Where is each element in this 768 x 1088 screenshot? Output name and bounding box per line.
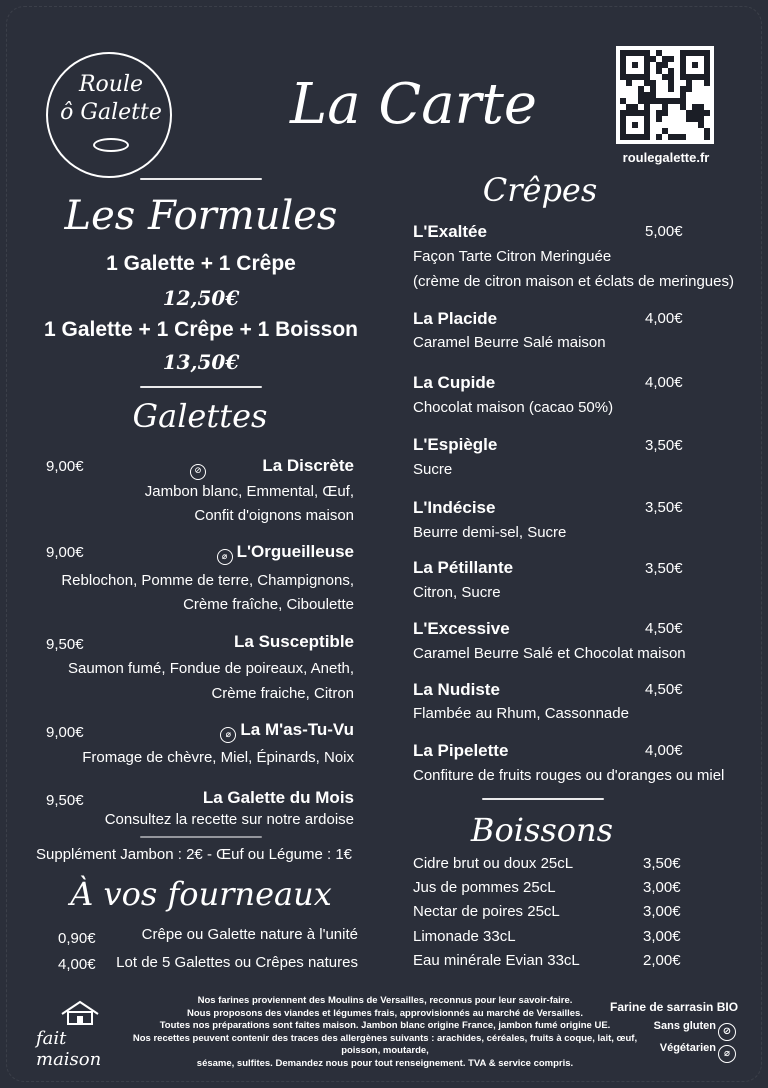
galette-description: Crème fraîche, Ciboulette	[183, 596, 354, 613]
crepe-price: 3,50€	[645, 560, 683, 577]
galette-name: La M'as-Tu-Vu	[240, 720, 354, 739]
formule-label: 1 Galette + 1 Crêpe	[106, 252, 296, 275]
drink-label: Nectar de poires 25cL	[413, 903, 560, 920]
drink-price: 2,00€	[643, 952, 681, 969]
galette-description: Consultez la recette sur notre ardoise	[104, 811, 354, 828]
vegetarian-icon: ⌀	[217, 549, 233, 565]
crepe-description: Caramel Beurre Salé maison	[413, 334, 606, 351]
drink-label: Jus de pommes 25cL	[413, 879, 556, 896]
crepe-description: Façon Tarte Citron Meringuée	[413, 248, 612, 265]
drink-price: 3,00€	[643, 879, 681, 896]
galette-name: La Discrète	[262, 456, 354, 475]
legend-gluten-free	[654, 1020, 736, 1041]
crepe-description: Confiture de fruits rouges ou d'oranges ou miel	[413, 767, 725, 784]
legend-title: Farine de sarrasin BIO	[610, 1000, 739, 1014]
qr-code[interactable]	[616, 46, 714, 144]
galette-name: La Galette du Mois	[202, 788, 354, 807]
crepe-price: 4,00€	[645, 374, 683, 391]
galette-price: 9,50€	[46, 636, 84, 653]
formule-price: 13,50€	[162, 350, 240, 374]
crepe-description: Chocolat maison (cacao 50%)	[413, 399, 614, 416]
crepe-description: Sucre	[413, 461, 453, 478]
legend-label: Végétarien	[659, 1042, 716, 1054]
plate-icon	[93, 138, 129, 152]
legal-line: Nos farines proviennent des Moulins de Versailles, reconnus pour leur savoir-faire.	[197, 995, 573, 1006]
legend-vegetarian	[660, 1042, 736, 1063]
galette-description: Reblochon, Pomme de terre, Champignons,	[61, 572, 354, 589]
crepe-description: (crème de citron maison et éclats de meringues)	[413, 273, 734, 290]
legend-label: Sans gluten	[653, 1020, 716, 1032]
crepe-price: 4,50€	[645, 620, 683, 637]
crepe-description: Flambée au Rhum, Cassonnade	[413, 705, 629, 722]
fait-maison-label: fait maison	[36, 1028, 102, 1070]
divider	[140, 178, 262, 180]
legal-line: Toutes nos préparations sont faites maison. Jambon blanc origine France, jambon fumé origine UE.	[159, 1020, 611, 1031]
galettes-title	[120, 394, 280, 482]
crepe-price: 4,00€	[645, 310, 683, 327]
drink-label: Cidre brut ou doux 25cL	[413, 855, 574, 872]
drink-price: 3,00€	[643, 903, 681, 920]
crepe-name: La Placide	[413, 309, 498, 328]
crepe-price: 4,00€	[645, 742, 683, 759]
crepe-price: 3,50€	[645, 499, 683, 516]
galette-description: Confit d'oignons maison	[194, 507, 354, 524]
crepe-name: La Nudiste	[413, 680, 500, 699]
galette-price: 9,50€	[46, 792, 84, 809]
drink-label: Limonade 33cL	[413, 928, 516, 945]
formule-price: 12,50€	[162, 286, 240, 310]
qr-code-pattern	[620, 50, 710, 140]
crepe-name: La Cupide	[413, 373, 496, 392]
crepe-name: L'Excessive	[413, 619, 510, 638]
divider	[482, 798, 604, 800]
vegetarian-icon: ⌀	[718, 1045, 736, 1063]
fourneaux-title: À vos fourneaux	[70, 875, 332, 913]
galette-price: 9,00€	[46, 724, 84, 741]
crepes-title: Crêpes	[482, 171, 598, 209]
fourneaux-label: Crêpe ou Galette nature à l'unité	[141, 926, 358, 943]
crepe-name: La Pipelette	[413, 741, 509, 760]
galette-name: L'Orgueilleuse	[236, 542, 354, 561]
galette-description: Fromage de chèvre, Miel, Épinards, Noix	[82, 749, 354, 766]
legal-line: Nos recettes peuvent contenir des traces des allergènes suivants : arachides, céréales, fruits à coque, lait, œuf, poisson, moutarde,	[132, 1032, 638, 1056]
logo-line-2: ô Galette	[60, 100, 162, 125]
crepe-price: 5,00€	[645, 223, 683, 240]
crepe-description: Beurre demi-sel, Sucre	[413, 524, 567, 541]
galettes-title-text: Galettes	[132, 397, 268, 435]
fourneaux-price: 0,90€	[58, 930, 96, 947]
galette-price: 9,00€	[46, 544, 84, 561]
house-icon	[60, 1000, 100, 1026]
page-title: La Carte	[290, 72, 538, 137]
legal-notice	[120, 995, 650, 1070]
galette-description: Saumon fumé, Fondue de poireaux, Aneth,	[67, 660, 354, 677]
divider	[140, 386, 262, 388]
fourneaux-label: Lot de 5 Galettes ou Crêpes natures	[116, 954, 358, 971]
crepe-description: Citron, Sucre	[413, 584, 501, 601]
crepe-name: L'Indécise	[413, 498, 496, 517]
fait-maison-logo	[36, 996, 124, 1070]
galette-name: La Susceptible	[234, 632, 354, 651]
crepe-name: L'Espiègle	[413, 435, 498, 454]
crepe-price: 3,50€	[645, 437, 683, 454]
galette-price: 9,00€	[46, 458, 84, 475]
drink-price: 3,50€	[643, 855, 681, 872]
crepe-name: La Pétillante	[413, 558, 514, 577]
galette-description: Crème fraiche, Citron	[211, 685, 354, 702]
fourneaux-price: 4,00€	[58, 956, 96, 973]
crepe-price: 4,50€	[645, 681, 683, 698]
drink-price: 3,00€	[643, 928, 681, 945]
supplement-note: Supplément Jambon : 2€ - Œuf ou Légume : 1€	[36, 846, 353, 863]
crepe-name: L'Exaltée	[413, 222, 487, 241]
website-url[interactable]: roulegalette.fr	[622, 150, 710, 165]
crepe-description: Caramel Beurre Salé et Chocolat maison	[413, 645, 686, 662]
logo-line-1: Roule	[78, 72, 144, 97]
galette-description: Jambon blanc, Emmental, Œuf,	[144, 483, 354, 500]
galette-name-row	[217, 542, 354, 565]
formule-label: 1 Galette + 1 Crêpe + 1 Boisson	[44, 318, 358, 341]
divider	[140, 836, 262, 838]
legal-line: sésame, sulfites. Demandez nous pour tout renseignement. TVA & service compris.	[196, 1057, 574, 1069]
galette-name-row	[220, 720, 354, 743]
gluten-free-icon: ⊘	[718, 1023, 736, 1041]
gluten-free-icon: ⊘	[190, 464, 206, 480]
restaurant-logo	[46, 52, 172, 178]
boissons-title: Boissons	[470, 811, 614, 849]
vegetarian-icon: ⌀	[220, 727, 236, 743]
legal-line: Nous proposons des viandes et légumes frais, approvisionnés au marché de Versailles.	[187, 1007, 583, 1019]
formules-title: Les Formules	[64, 193, 338, 239]
drink-label: Eau minérale Evian 33cL	[413, 952, 580, 969]
